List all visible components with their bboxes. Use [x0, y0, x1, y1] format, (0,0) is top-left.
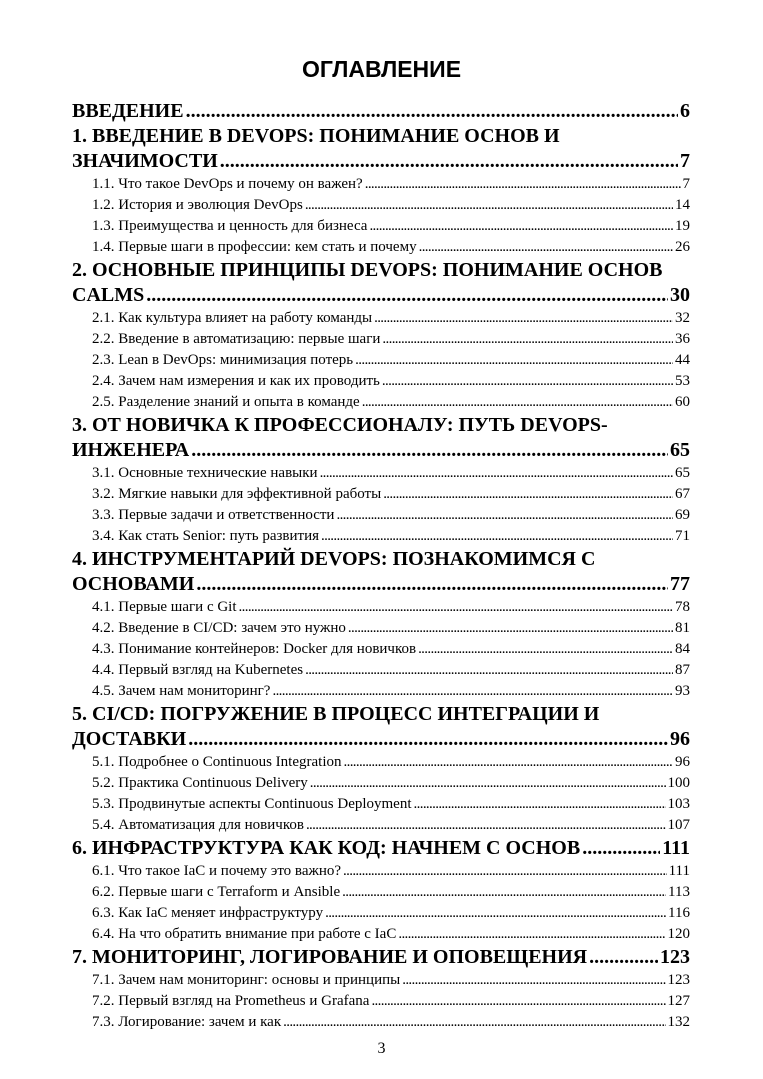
leader-dots	[272, 681, 673, 702]
toc-chapter-label: 6. ИНФРАСТРУКТУРА КАК КОД: НАЧНЕМ С ОСНОВ	[72, 837, 581, 859]
toc-intro-page: 6	[680, 100, 690, 122]
toc-section-label: 5.2. Практика Continuous Delivery	[92, 775, 308, 791]
toc-section[interactable]	[72, 773, 690, 794]
toc-section-label: 2.3. Lean в DevOps: минимизация потерь	[92, 352, 354, 368]
leader-dots	[362, 392, 673, 413]
toc-section-page: 69	[675, 507, 690, 523]
leader-dots	[402, 970, 665, 991]
toc-section-page: 127	[667, 993, 690, 1009]
toc-section-label: 1.2. История и эволюция DevOps	[92, 197, 303, 213]
toc-section[interactable]	[72, 350, 690, 371]
toc-section-page: 111	[668, 863, 690, 879]
toc-section-page: 100	[667, 775, 690, 791]
toc-section-page: 96	[675, 754, 690, 770]
leader-dots	[325, 903, 666, 924]
toc-section[interactable]	[72, 329, 690, 350]
toc-section-label: 4.1. Первые шаги с Git	[92, 599, 237, 615]
leader-dots	[344, 752, 674, 773]
toc-section-page: 60	[675, 394, 690, 410]
toc-section-page: 107	[667, 817, 690, 833]
toc-section[interactable]	[72, 861, 690, 882]
toc-section[interactable]	[72, 237, 690, 258]
page-title: ОГЛАВЛЕНИЕ	[301, 56, 462, 82]
toc-section-label: 6.3. Как IaC меняет инфраструктуру	[92, 905, 324, 921]
leader-dots	[305, 660, 673, 681]
toc-chapter-page: 96	[670, 728, 690, 750]
toc-chapter[interactable]	[72, 945, 690, 970]
leader-dots	[342, 882, 666, 903]
leader-dots	[283, 1012, 665, 1033]
toc-section-label: 2.4. Зачем нам измерения и как их проводить	[92, 373, 380, 389]
toc-chapter[interactable]	[72, 836, 690, 861]
toc-section-label: 4.5. Зачем нам мониторинг?	[92, 683, 271, 699]
toc-section-label: 6.2. Первые шаги с Terraform и Ansible	[92, 884, 341, 900]
toc-section[interactable]	[72, 505, 690, 526]
toc-section-page: 65	[675, 465, 690, 481]
leader-dots	[365, 174, 681, 195]
toc-section-page: 116	[668, 905, 690, 921]
leader-dots	[191, 438, 668, 463]
leader-dots	[336, 505, 673, 526]
leader-dots	[220, 149, 678, 174]
toc-intro[interactable]	[72, 99, 690, 124]
toc-section-page: 87	[675, 662, 690, 678]
toc-section[interactable]	[72, 794, 690, 815]
toc-section[interactable]	[72, 174, 690, 195]
toc-section-label: 4.3. Понимание контейнеров: Docker для новичков	[92, 641, 417, 657]
leader-dots	[371, 991, 665, 1012]
leader-dots	[374, 308, 673, 329]
toc-section-label: 3.3. Первые задачи и ответственности	[92, 507, 335, 523]
leader-dots	[348, 618, 673, 639]
toc-section-label: 1.3. Преимущества и ценность для бизнеса	[92, 218, 368, 234]
leader-dots	[355, 350, 673, 371]
toc-chapter[interactable]	[72, 283, 690, 308]
toc-section-page: 44	[675, 352, 690, 368]
toc-section[interactable]	[72, 815, 690, 836]
leader-dots	[186, 99, 678, 124]
toc-section[interactable]	[72, 639, 690, 660]
leader-dots	[196, 572, 668, 597]
toc-chapter-label: 7. МОНИТОРИНГ, ЛОГИРОВАНИЕ И ОПОВЕЩЕНИЯ	[72, 946, 588, 968]
toc-section[interactable]	[72, 216, 690, 237]
leader-dots	[419, 237, 673, 258]
toc-chapter-heading[interactable]: 3. ОТ НОВИЧКА К ПРОФЕССИОНАЛУ: ПУТЬ DEVOPS-	[72, 414, 608, 436]
toc-section-label: 2.2. Введение в автоматизацию: первые шаги	[92, 331, 381, 347]
toc-section[interactable]	[72, 597, 690, 618]
leader-dots	[414, 794, 666, 815]
toc-section-page: 7	[682, 176, 690, 192]
toc-section[interactable]	[72, 308, 690, 329]
leader-dots	[382, 371, 673, 392]
toc-section[interactable]	[72, 526, 690, 547]
toc-chapter-heading[interactable]: 1. ВВЕДЕНИЕ В DEVOPS: ПОНИМАНИЕ ОСНОВ И	[72, 125, 560, 147]
toc-section[interactable]	[72, 463, 690, 484]
leader-dots	[582, 836, 660, 861]
toc-section[interactable]	[72, 660, 690, 681]
toc-section-label: 4.4. Первый взгляд на Kubernetes	[92, 662, 304, 678]
toc-section-page: 123	[667, 972, 690, 988]
toc-section-page: 132	[667, 1014, 690, 1030]
toc-section-page: 26	[675, 239, 690, 255]
toc-chapter-page: 7	[680, 150, 690, 172]
toc-section-page: 103	[667, 796, 690, 812]
toc-section-label: 5.1. Подробнее о Continuous Integration	[92, 754, 342, 770]
toc-chapter[interactable]	[72, 727, 690, 752]
leader-dots	[320, 463, 673, 484]
toc-section[interactable]	[72, 903, 690, 924]
toc-section-page: 14	[675, 197, 690, 213]
leader-dots	[382, 329, 673, 350]
toc-section-label: 6.4. На что обратить внимание при работе с IaC	[92, 926, 397, 942]
leader-dots	[589, 945, 658, 970]
toc-section[interactable]	[72, 924, 690, 945]
leader-dots	[239, 597, 673, 618]
toc-section-label: 1.1. Что такое DevOps и почему он важен?	[92, 176, 363, 192]
leader-dots	[383, 484, 673, 505]
toc-chapter[interactable]	[72, 572, 690, 597]
leader-dots	[369, 216, 673, 237]
toc-section-page: 78	[675, 599, 690, 615]
toc-chapter-page: 65	[670, 439, 690, 461]
toc-section[interactable]	[72, 752, 690, 773]
toc-section-label: 4.2. Введение в CI/CD: зачем это нужно	[92, 620, 346, 636]
toc-section[interactable]	[72, 484, 690, 505]
leader-dots	[398, 924, 665, 945]
toc-chapter[interactable]	[72, 438, 690, 463]
toc-chapter-page: 30	[670, 284, 690, 306]
toc-section[interactable]	[72, 681, 690, 702]
toc-section[interactable]	[72, 1012, 690, 1033]
toc-section-label: 1.4. Первые шаги в профессии: кем стать и почему	[92, 239, 417, 255]
table-of-contents	[72, 99, 690, 1033]
toc-chapter-page: 123	[660, 946, 690, 968]
toc-chapter-page: 111	[662, 837, 690, 859]
toc-section[interactable]	[72, 392, 690, 413]
toc-section-page: 19	[675, 218, 690, 234]
leader-dots	[306, 815, 666, 836]
toc-section[interactable]	[72, 882, 690, 903]
toc-intro-label: ВВЕДЕНИЕ	[72, 100, 184, 122]
toc-section-page: 71	[675, 528, 690, 544]
leader-dots	[305, 195, 673, 216]
toc-chapter-label: CALMS	[72, 284, 145, 306]
leader-dots	[343, 861, 667, 882]
toc-section-page: 36	[675, 331, 690, 347]
toc-section-label: 7.2. Первый взгляд на Prometheus и Grafana	[92, 993, 370, 1009]
toc-section-label: 5.4. Автоматизация для новичков	[92, 817, 304, 833]
toc-chapter-label: ЗНАЧИМОСТИ	[72, 150, 218, 172]
toc-section[interactable]	[72, 195, 690, 216]
page-number: 3	[377, 1040, 386, 1057]
toc-chapter-heading[interactable]: 4. ИНСТРУМЕНТАРИЙ DEVOPS: ПОЗНАКОМИМСЯ С	[72, 548, 596, 570]
toc-section-label: 6.1. Что такое IaC и почему это важно?	[92, 863, 342, 879]
toc-section-page: 81	[675, 620, 690, 636]
leader-dots	[146, 283, 668, 308]
toc-section-label: 3.2. Мягкие навыки для эффективной работы	[92, 486, 382, 502]
toc-section[interactable]	[72, 970, 690, 991]
toc-chapter-heading[interactable]: 2. ОСНОВНЫЕ ПРИНЦИПЫ DEVOPS: ПОНИМАНИЕ ОСНОВ	[72, 259, 663, 281]
leader-dots	[418, 639, 673, 660]
leader-dots	[310, 773, 666, 794]
leader-dots	[188, 727, 668, 752]
toc-chapter-page: 77	[670, 573, 690, 595]
toc-chapter[interactable]	[72, 149, 690, 174]
toc-chapter-heading[interactable]: 5. CI/CD: ПОГРУЖЕНИЕ В ПРОЦЕСС ИНТЕГРАЦИИ И	[72, 703, 600, 725]
toc-section[interactable]	[72, 618, 690, 639]
toc-chapter-label: ИНЖЕНЕРА	[72, 439, 190, 461]
toc-section-label: 7.3. Логирование: зачем и как	[92, 1014, 282, 1030]
toc-section-label: 7.1. Зачем нам мониторинг: основы и принципы	[92, 972, 401, 988]
toc-section-page: 32	[675, 310, 690, 326]
toc-section-page: 120	[667, 926, 690, 942]
toc-chapter-label: ОСНОВАМИ	[72, 573, 195, 595]
toc-section[interactable]	[72, 371, 690, 392]
toc-section-label: 2.5. Разделение знаний и опыта в команде	[92, 394, 360, 410]
leader-dots	[321, 526, 673, 547]
toc-section-page: 67	[675, 486, 690, 502]
toc-chapter-label: ДОСТАВКИ	[72, 728, 187, 750]
toc-section-label: 3.4. Как стать Senior: путь развития	[92, 528, 319, 544]
toc-section-page: 53	[675, 373, 690, 389]
toc-section[interactable]	[72, 991, 690, 1012]
toc-section-label: 2.1. Как культура влияет на работу команды	[92, 310, 373, 326]
toc-section-page: 84	[675, 641, 690, 657]
chapter-list	[72, 124, 690, 1033]
toc-section-label: 5.3. Продвинутые аспекты Continuous Deployment	[92, 796, 412, 812]
toc-section-page: 93	[675, 683, 690, 699]
toc-section-page: 113	[668, 884, 690, 900]
toc-section-label: 3.1. Основные технические навыки	[92, 465, 318, 481]
